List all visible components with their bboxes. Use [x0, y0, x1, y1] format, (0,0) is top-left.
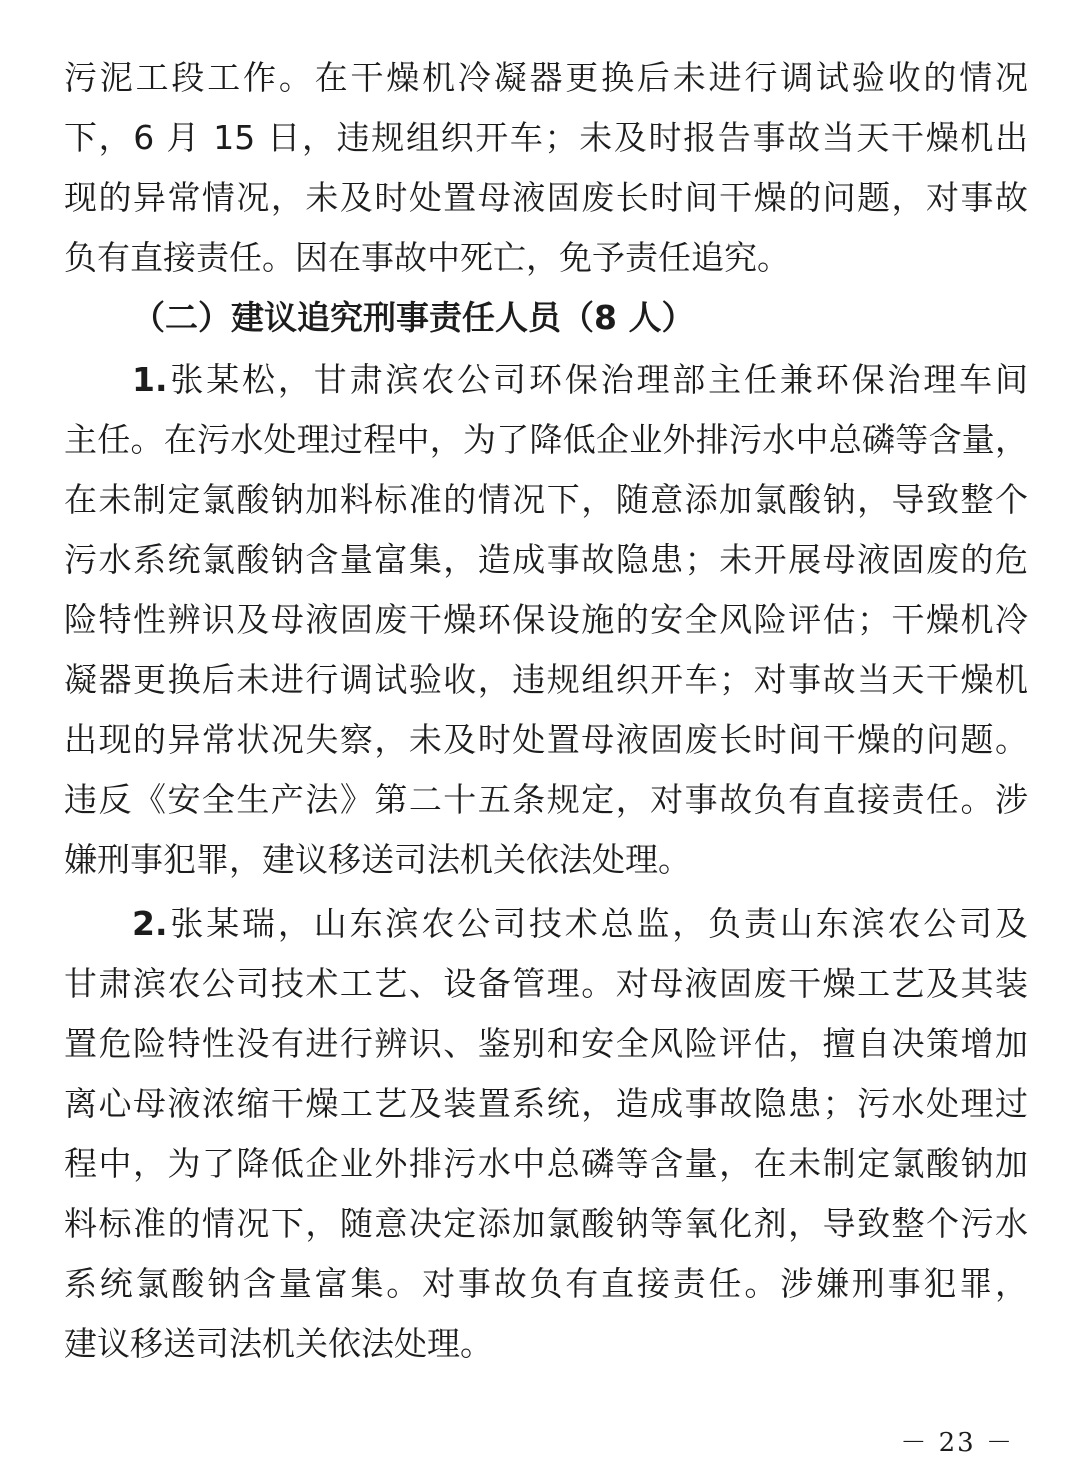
- paragraph-line: 嫌刑事犯罪，建议移送司法机关依法处理。: [64, 840, 691, 879]
- paragraph-line: 料标准的情况下，随意决定添加氯酸钠等氧化剂，导致整个污水: [64, 1204, 1028, 1243]
- paragraph-line: 建议移送司法机关依法处理。: [64, 1324, 493, 1363]
- paragraph-line: 险特性辨识及母液固废干燥环保设施的安全风险评估；干燥机冷: [64, 600, 1028, 639]
- paragraph-line: 凝器更换后未进行调试验收，违规组织开车；对事故当天干燥机: [64, 660, 1028, 699]
- item-2-number: 2.: [132, 904, 168, 943]
- paragraph-line: 置危险特性没有进行辨识、鉴别和安全风险评估，擅自决策增加: [64, 1024, 1028, 1063]
- paragraph-line: 出现的异常状况失察，未及时处置母液固废长时间干燥的问题。: [64, 720, 1028, 759]
- page-number: － 23 －: [900, 1428, 1014, 1458]
- paragraph-line: 主任。在污水处理过程中，为了降低企业外排污水中总磷等含量，: [64, 420, 1028, 459]
- paragraph-line: 离心母液浓缩干燥工艺及装置系统，造成事故隐患；污水处理过: [64, 1084, 1028, 1123]
- paragraph-line: 甘肃滨农公司技术工艺、设备管理。对母液固废干燥工艺及其装: [64, 964, 1028, 1003]
- paragraph-line: 污泥工段工作。在干燥机冷凝器更换后未进行调试验收的情况: [64, 58, 1028, 97]
- paragraph-line: 违反《安全生产法》第二十五条规定，对事故负有直接责任。涉: [64, 780, 1028, 819]
- item-1-number: 1.: [132, 360, 168, 399]
- section-heading: （二）建议追究刑事责任人员（8 人）: [132, 298, 695, 337]
- paragraph-line: 负有直接责任。因在事故中死亡，免予责任追究。: [64, 238, 790, 277]
- paragraph-line: 污水系统氯酸钠含量富集，造成事故隐患；未开展母液固废的危: [64, 540, 1028, 579]
- item-2-first-text: 张某瑞，山东滨农公司技术总监，负责山东滨农公司及: [167, 904, 1028, 943]
- item-1-first-text: 张某松，甘肃滨农公司环保治理部主任兼环保治理车间: [167, 360, 1028, 399]
- paragraph-line: 下，6 月 15 日，违规组织开车；未及时报告事故当天干燥机出: [64, 118, 1028, 157]
- paragraph-line: 在未制定氯酸钠加料标准的情况下，随意添加氯酸钠，导致整个: [64, 480, 1028, 519]
- paragraph-line: 系统氯酸钠含量富集。对事故负有直接责任。涉嫌刑事犯罪，: [64, 1264, 1028, 1303]
- item-1-first-line: [132, 352, 1028, 408]
- paragraph-line: 现的异常情况，未及时处置母液固废长时间干燥的问题，对事故: [64, 178, 1028, 217]
- paragraph-line: 程中，为了降低企业外排污水中总磷等含量，在未制定氯酸钠加: [64, 1144, 1028, 1183]
- item-2-first-line: [132, 896, 1028, 952]
